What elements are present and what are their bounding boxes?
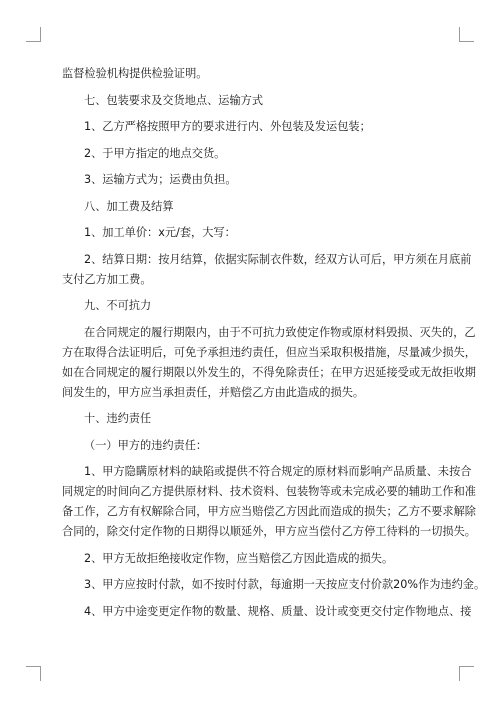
- paragraph-line: 在合同规定的履行期限内，由于不可抗力致使定作物或原材料毁损、灭失的，乙: [84, 325, 476, 339]
- paragraph: [62, 549, 446, 569]
- paragraph-line: 备工作，乙方有权解除合同，甲方应当赔偿乙方因此而造成的损失；乙方不要求解除: [62, 505, 476, 518]
- paragraph-line: 同规定的时间向乙方提供原材料、技术资料、包装物等或未完成必要的辅助工作和准: [62, 485, 476, 498]
- paragraph-line: 七、包装要求及交货地点、运输方式: [84, 93, 264, 107]
- paragraph: [62, 462, 476, 542]
- paragraph-line: 2、结算日期：按月结算，依据实际制衣件数，经双方认可后，甲方须在月底前: [84, 252, 472, 266]
- paragraph-line: 1、乙方严格按照甲方的要求进行内、外包装及发运包装；: [84, 120, 371, 133]
- paragraph-line: 2、于甲方指定的地点交货。: [84, 146, 226, 160]
- paragraph-line: 监督检验机构提供检验证明。: [62, 67, 208, 80]
- paragraph: [62, 223, 446, 243]
- paragraph: [62, 144, 446, 164]
- paragraph-line: 3、运输方式为；运费由负担。: [84, 173, 237, 186]
- paragraph: [62, 197, 446, 217]
- paragraph-line: 九、不可抗力: [84, 299, 152, 312]
- paragraph-line: 方在取得合法证明后，可免予承担违约责任，但应当采取积极措施，尽量减少损失，: [62, 345, 476, 359]
- crop-mark-bottom-left: [26, 666, 41, 681]
- paragraph: [62, 91, 446, 111]
- paragraph: [62, 296, 446, 316]
- paragraph: [62, 323, 476, 403]
- paragraph-line: 间发生的，甲方应当承担责任，并赔偿乙方由此造成的损失。: [62, 385, 365, 399]
- paragraph-line: （一）甲方的违约责任：: [84, 438, 208, 452]
- paragraph: [62, 170, 446, 190]
- paragraph-line: 如在合同规定的履行期限以外发生的，不得免除责任；在甲方迟延接受或无故拒收期: [62, 365, 476, 379]
- paragraph-line: 1、加工单价：x元/套，大写：: [84, 226, 236, 239]
- paragraph-line: 十、违约责任: [84, 412, 152, 425]
- paragraph: [62, 436, 446, 456]
- paragraph: [62, 409, 446, 429]
- paragraph-line: 3、甲方应按时付款，如不按时付款，每逾期一天按应支付价款20%作为违约金。: [84, 578, 486, 591]
- paragraph-line: 支付乙方加工费。: [62, 272, 152, 286]
- crop-mark-top-right: [459, 27, 474, 42]
- crop-mark-top-left: [26, 27, 41, 42]
- paragraph: [62, 64, 446, 84]
- paragraph-line: 合同的，除交付定作物的日期得以顺延外，甲方应当偿付乙方停工待料的一切损失。: [62, 525, 476, 538]
- paragraph-line: 八、加工费及结算: [84, 199, 174, 213]
- paragraph: [62, 575, 486, 595]
- paragraph-line: 2、甲方无故拒绝接收定作物，应当赔偿乙方因此造成的损失。: [84, 551, 394, 565]
- paragraph: [62, 250, 472, 290]
- paragraph: [62, 117, 446, 137]
- document-body: [62, 64, 486, 628]
- paragraph-line: 1、甲方隐瞒原材料的缺陷或提供不符合规定的原材料而影响产品质量、未按合: [84, 465, 472, 478]
- crop-mark-bottom-right: [459, 666, 474, 681]
- paragraph: [62, 602, 472, 622]
- paragraph-line: 4、甲方中途变更定作物的数量、规格、质量、设计或变更交付定作物地点、接: [84, 604, 472, 618]
